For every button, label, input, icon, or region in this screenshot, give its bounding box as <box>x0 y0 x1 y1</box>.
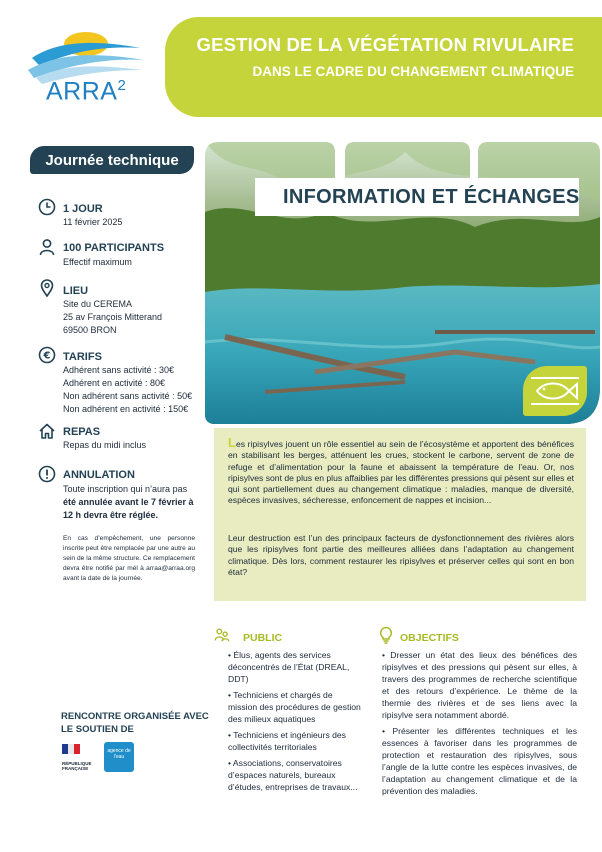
cancellation-line3: 12 h devra être réglée. <box>63 510 159 520</box>
organizer-heading <box>61 710 209 736</box>
drop-cap: L <box>228 435 236 450</box>
list-item: • Élus, agents des services déconcentrés de l’État (DREAL, DDT) <box>228 650 350 684</box>
agence-eau-logo: agence de l'eau <box>104 742 134 772</box>
info-title: INFORMATION ET ÉCHANGES <box>283 186 580 208</box>
list-item: • Techniciens et ingénieurs des collectivités territoriales <box>228 730 346 752</box>
location-pin-icon <box>38 279 56 297</box>
list-item: • Associations, conservatoires d’espaces naturels, bureaux d’études, entreprises de travaux... <box>228 758 358 792</box>
objectives-heading: OBJECTIFS <box>400 632 459 644</box>
organizer-line1: RENCONTRE ORGANISÉE AVEC <box>61 711 209 722</box>
house-icon <box>38 422 56 440</box>
people-icon <box>214 627 230 643</box>
organizer-line2: LE SOUTIEN DE <box>61 724 134 735</box>
list-item: • Dresser un état des lieux des bénéfices des ripisylves et des pressions qui pèsent sur elles, à travers des programmes de recherche scientifique et des retours d’expérience. Le thème de la thermie des rivières et de ses liens avec la ripisylve sera notamment abordé. <box>382 650 577 720</box>
list-item: • Techniciens et chargés de mission des procédures de gestion des milieux aquatiques <box>228 690 361 724</box>
list-item: • Présenter les différentes techniques et les essences à favoriser dans les programmes de protection et restauration des ripisylves, sous l’angle de la lutte contre les espèces invasives, de l’adaptation au changement climatique et de la prévention des maladies. <box>382 726 577 796</box>
public-list <box>228 649 364 797</box>
person-icon <box>38 238 56 256</box>
location-line2: 25 av François Mitterand <box>63 312 163 322</box>
fish-icon <box>523 366 587 416</box>
alert-icon <box>38 465 56 483</box>
page-subtitle: DANS LE CADRE DU CHANGEMENT CLIMATIQUE <box>252 64 574 79</box>
cancellation-line2: été annulée avant le 7 février à <box>63 497 194 507</box>
public-heading: PUBLIC <box>243 632 283 644</box>
location-line3: 69500 BRON <box>63 325 117 335</box>
logo-text: ARRA$^2$ <box>46 77 127 106</box>
event-type-badge: Journée technique <box>30 146 194 174</box>
cancellation-heading: ANNULATION <box>63 469 135 481</box>
price-line2: Adhérent en activité : 80€ <box>63 378 166 388</box>
participants-text: Effectif maximum <box>63 257 132 267</box>
objectives-list <box>382 649 577 801</box>
meal-text: Repas du midi inclus <box>63 440 147 450</box>
euro-icon <box>38 346 56 364</box>
rf-logo-text: RÉPUBLIQUE FRANÇAISE <box>62 761 92 771</box>
duration-text: 11 février 2025 <box>63 217 123 227</box>
price-line3: Non adhérent sans activité : 50€ <box>63 391 193 401</box>
price-line1: Adhérent sans activité : 30€ <box>63 365 175 375</box>
republique-francaise-logo <box>62 743 96 773</box>
location-heading: LIEU <box>63 285 89 297</box>
duration-heading: 1 JOUR <box>63 203 103 215</box>
clock-icon <box>38 198 56 216</box>
prices-heading: TARIFS <box>63 351 102 363</box>
location-line1: Site du CEREMA <box>63 299 133 309</box>
intro-paragraph-2: Leur destruction est l’un des principaux facteurs de dysfonctionnement des rivières alors que les ripisylves font partie des meilleures alliées dans l’adaptation au changement climatique. Dès lors, comment restaurer les ripisylves et préserver celles qui sont en bon état? <box>228 533 574 577</box>
cancellation-line1: Toute inscription qui n’aura pas <box>63 484 188 494</box>
meal-heading: REPAS <box>63 426 101 438</box>
page-title: GESTION DE LA VÉGÉTATION RIVULAIRE <box>196 34 574 55</box>
replacement-note: En cas d’empêchement, une personne inscrite peut être remplacée par une autre au sein de la même structure. Ce remplacement devra être notifié par mél à arraa@arraa.org avant la date de la journée. <box>63 535 195 582</box>
fish-badge <box>523 366 587 416</box>
svg-text:€: € <box>43 350 51 362</box>
intro-paragraph-1 <box>228 437 574 507</box>
price-line4: Non adhérent en activité : 150€ <box>63 404 189 414</box>
participants-heading: 100 PARTICIPANTS <box>63 242 165 254</box>
lightbulb-icon <box>378 626 394 644</box>
intro-paragraph-1-text: es ripisylves jouent un rôle essentiel au sein de l’écosystème et apportent des bénéfices en stabilisant les berges, atténuent les crues, stockent le carbone, servent de zone de refuge et d’alimentation pour la faune et abaissent la température de l’eau. Or, nos ripisylves sont de plus en plus affaiblies par les différentes pressions qui pèsent sur elles et qui sont partiellement dues au changement climatique : maladies, manque de diversité, espèces invasives, sécheresse, enfoncement de nappes et incision... <box>228 439 575 506</box>
